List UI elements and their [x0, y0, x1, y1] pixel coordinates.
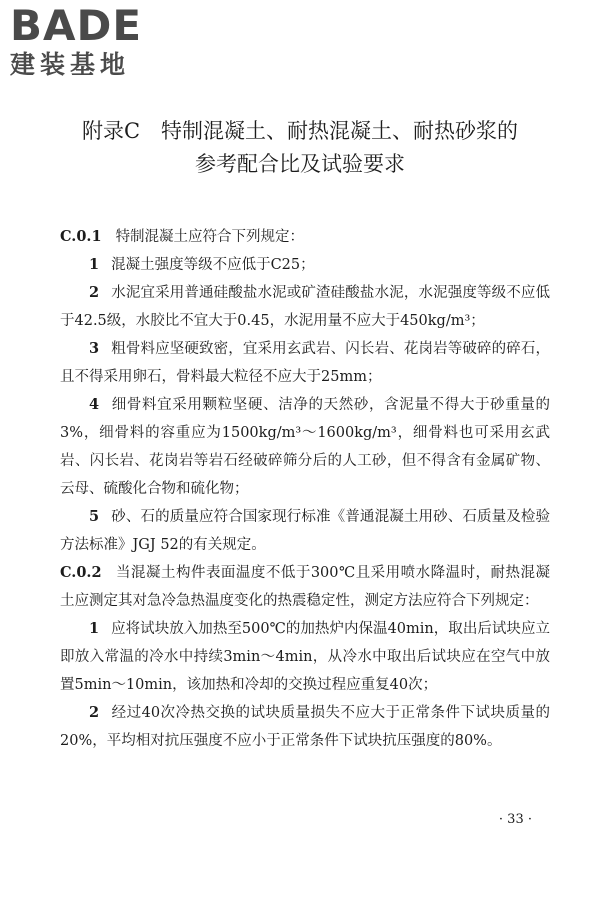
item-number: 4 — [89, 396, 100, 413]
item-number: 1 — [89, 620, 100, 637]
item-number: 1 — [89, 256, 100, 273]
clause-item — [60, 615, 550, 699]
item-number: 3 — [89, 340, 100, 357]
clause-item — [60, 251, 550, 279]
item-text: 混凝土强度等级不应低于C25； — [111, 257, 315, 273]
bade-logo — [10, 1, 180, 80]
clause-item — [60, 699, 550, 755]
clause-text: 当混凝土构件表面温度不低于300℃且采用喷水降温时，耐热混凝土应测定其对急冷急热温度变化的热震稳定性，测定方法应符合下列规定： — [60, 565, 550, 609]
clause-item — [60, 503, 550, 559]
item-text: 粗骨料应坚硬致密，宜采用玄武岩、闪长岩、花岗岩等破碎的碎石，且不得采用卵石，骨料最大粒径不应大于25mm； — [60, 341, 550, 385]
clause-text: 特制混凝土应符合下列规定： — [115, 229, 305, 245]
page-number: · 33 · — [498, 812, 532, 827]
logo-subtitle: 建装基地 — [10, 50, 131, 79]
item-number: 5 — [89, 508, 100, 525]
clause-c02 — [60, 559, 550, 615]
title-line-1: 附录C 特制混凝土、耐热混凝土、耐热砂浆的 — [81, 119, 519, 143]
item-text: 经过40次冷热交换的试块质量损失不应大于正常条件下试块质量的20%，平均相对抗压强度不应小于正常条件下试块抗压强度的80%。 — [60, 705, 550, 749]
item-text: 砂、石的质量应符合国家现行标准《普通混凝土用砂、石质量及检验方法标准》JGJ 52的有关规定。 — [60, 509, 550, 553]
clause-number: C.0.2 — [60, 564, 102, 581]
clause-c01 — [60, 223, 550, 251]
item-number: 2 — [89, 704, 100, 721]
item-text: 应将试块放入加热至500℃的加热炉内保温40min，取出后试块应立即放入常温的冷水中持续3min～4min，从冷水中取出后试块应在空气中放置5min～10min，该加热和冷却的交换过程应重复40次； — [60, 621, 550, 693]
clause-item — [60, 279, 550, 335]
logo-wordmark: BADE — [10, 1, 143, 50]
document-body — [60, 223, 550, 755]
item-number: 2 — [89, 284, 100, 301]
item-text: 水泥宜采用普通硅酸盐水泥或矿渣硅酸盐水泥，水泥强度等级不应低于42.5级，水胶比不宜大于0.45，水泥用量不应大于450kg/m³； — [60, 285, 550, 329]
clause-item — [60, 335, 550, 391]
title-line-2: 参考配合比及试验要求 — [195, 152, 405, 176]
clause-number: C.0.1 — [60, 228, 102, 245]
clause-item — [60, 391, 550, 503]
appendix-title — [40, 115, 560, 181]
item-text: 细骨料宜采用颗粒坚硬、洁净的天然砂，含泥量不得大于砂重量的3%，细骨料的容重应为1500kg/m³～1600kg/m³，细骨料也可采用玄武岩、闪长岩、花岗岩等岩石经破碎筛分后的人工砂，但不得含有金属矿物、云母、硫酸化合物和硫化物； — [60, 397, 550, 497]
